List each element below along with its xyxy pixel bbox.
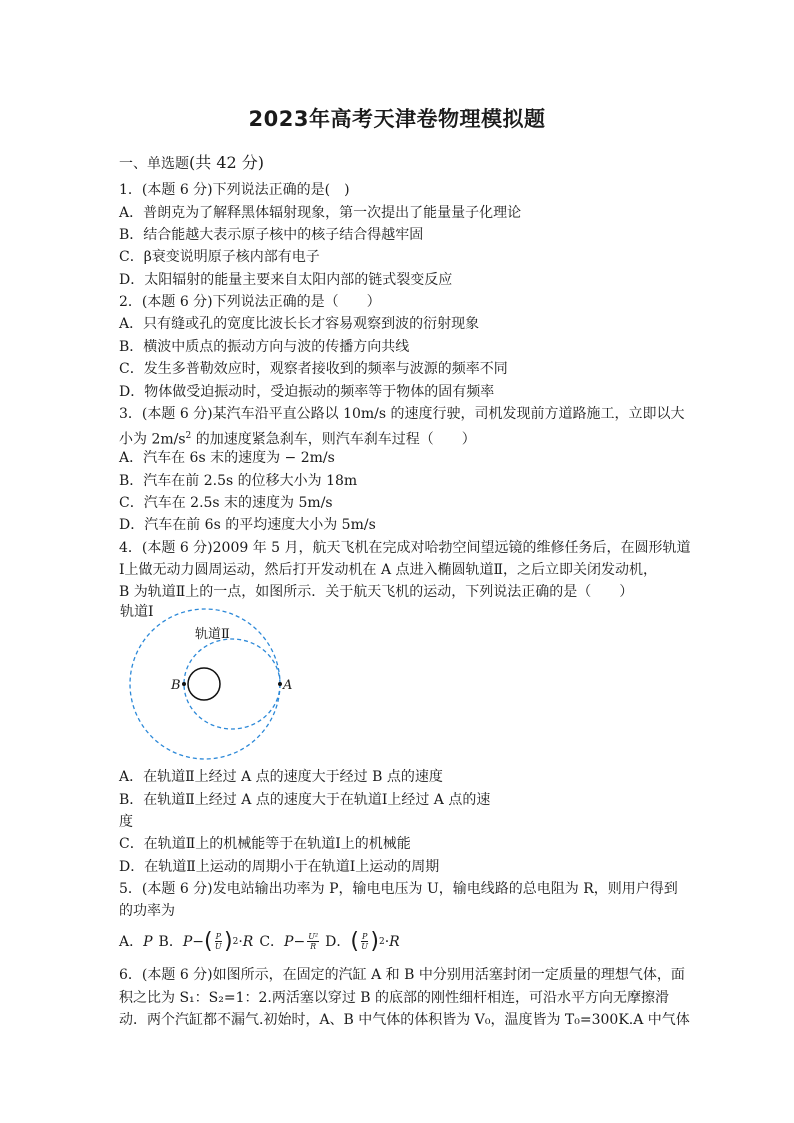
q3-option-a: A．汽车在 6s 末的速度为 − 2m/s <box>119 450 335 466</box>
q1-option-b: B．结合能越大表示原子核中的核子结合得越牢固 <box>119 227 424 243</box>
q3-stem-line1: 3．(本题 6 分)某汽车沿平直公路以 10m/s 的速度行驶，司机发现前方道路施工，立即以大 <box>119 406 685 422</box>
q5-option-d-label: D． <box>325 933 351 950</box>
q4-option-b-line2: 度 <box>119 814 133 830</box>
q4-stem-line3: B 为轨道Ⅱ上的一点，如图所示．关于航天飞机的运动，下列说法正确的是（ ） <box>119 584 634 600</box>
q5-d-num: P <box>361 932 368 941</box>
q5-c-fraction <box>307 932 319 951</box>
orbit-figure <box>115 600 300 765</box>
page-title: 2023年高考天津卷物理模拟题 <box>248 107 546 131</box>
q2-option-b: B．横波中质点的振动方向与波的传播方向共线 <box>119 339 410 355</box>
q2-stem: 2．(本题 6 分)下列说法正确的是（ ） <box>119 294 381 310</box>
q6-stem-line3: 动．两个汽缸都不漏气.初始时，A、B 中气体的体积皆为 V₀，温度皆为 T₀=300K.A 中气体 <box>119 1012 690 1028</box>
q4-option-c: C．在轨道Ⅱ上的机械能等于在轨道Ⅰ上的机械能 <box>119 836 411 852</box>
q5-d-open-paren: ( <box>350 928 359 954</box>
q5-option-d-paren <box>350 928 379 954</box>
q5-c-den: R <box>310 942 317 951</box>
q6-stem-line1: 6．(本题 6 分)如图所示，在固定的汽缸 A 和 B 中分别用活塞封闭一定质量的理想气体，面 <box>119 967 685 983</box>
q5-stem-line2: 的功率为 <box>119 903 175 919</box>
q6-stem-line2: 积之比为 S₁：S₂=1：2.两活塞以穿过 B 的底部的刚性细杆相连，可沿水平方向无摩擦滑 <box>119 990 670 1006</box>
q5-d-r: R <box>389 933 400 950</box>
q5-b-open-paren: ( <box>204 928 213 954</box>
q5-option-b-pre: P− <box>182 933 204 950</box>
q3-option-c: C．汽车在 2.5s 末的速度为 5m/s <box>119 495 333 511</box>
q1-option-d: D．太阳辐射的能量主要来自太阳内部的链式裂变反应 <box>119 272 453 288</box>
q4-option-d: D．在轨道Ⅱ上运动的周期小于在轨道Ⅰ上运动的周期 <box>119 859 440 875</box>
section-heading <box>119 150 264 173</box>
q5-d-den: U <box>361 942 369 951</box>
q5-stem-line1: 5．(本题 6 分)发电站输出功率为 P，输电电压为 U，输电线路的总电阻为 R，则用户得到 <box>119 881 678 897</box>
q1-stem: 1．(本题 6 分)下列说法正确的是( ) <box>119 182 350 198</box>
q3-option-b: B．汽车在前 2.5s 的位移大小为 18m <box>119 473 358 489</box>
orbit-1-label: 轨道Ⅰ <box>120 604 154 620</box>
q5-option-c-pre: P− <box>284 933 306 950</box>
q5-b-r: R <box>242 933 254 950</box>
q5-option-a-label: A． <box>119 933 144 950</box>
q5-option-c-label: C． <box>259 933 285 950</box>
q5-d-close-paren: ) <box>370 928 379 954</box>
q5-options <box>119 928 400 955</box>
q5-option-a-value: P <box>143 933 153 950</box>
section-prefix: 一、单选题 <box>119 156 189 172</box>
q4-option-b-line1: B．在轨道Ⅱ上经过 A 点的速度大于在轨道Ⅰ上经过 A 点的速 <box>119 792 491 808</box>
q1-option-c: C．β衰变说明原子核内部有电子 <box>119 249 320 265</box>
q5-b-num: P <box>215 932 221 941</box>
q5-b-den: U <box>214 942 222 951</box>
section-suffix: (共 42 分) <box>189 153 265 172</box>
q5-b-exponent: 2 <box>232 937 239 947</box>
q4-stem-line2: Ⅰ上做无动力圆周运动，然后打开发动机在 A 点进入椭圆轨道Ⅱ，之后立即关闭发动机， <box>119 562 658 578</box>
q2-option-a: A．只有缝或孔的宽度比波长长才容易观察到波的衍射现象 <box>119 316 480 332</box>
q3-stem-part-a: 小为 2m/s <box>119 431 186 448</box>
q5-b-dot: · <box>238 933 243 950</box>
point-b-label: B <box>171 678 181 693</box>
q5-b-fraction <box>215 932 222 951</box>
point-a-label: A <box>283 678 293 693</box>
q1-option-a: A．普朗克为了解释黑体辐射现象，第一次提出了能量量子化理论 <box>119 205 522 221</box>
q2-option-d: D．物体做受迫振动时，受迫振动的频率等于物体的固有频率 <box>119 384 495 400</box>
q5-b-close-paren: ) <box>223 928 233 954</box>
planet-circle <box>188 668 220 700</box>
q5-c-num: U² <box>308 932 319 941</box>
q3-stem-sup: 2 <box>185 431 192 441</box>
q5-d-dot: · <box>384 933 390 950</box>
q5-d-fraction <box>361 932 368 951</box>
q5-option-b-label: B． <box>158 933 183 950</box>
q4-option-a: A．在轨道Ⅱ上经过 A 点的速度大于经过 B 点的速度 <box>119 769 443 785</box>
point-a-dot <box>278 682 282 686</box>
q3-stem-part-b: 的加速度紧急刹车，则汽车刹车过程（ ） <box>191 431 476 448</box>
q4-stem-line1: 4．(本题 6 分)2009 年 5 月，航天飞机在完成对哈勃空间望远镜的维修任务后，在圆形轨道 <box>119 540 691 556</box>
q5-d-exponent: 2 <box>378 937 385 947</box>
orbit-2-label: 轨道Ⅱ <box>195 627 230 642</box>
q5-option-b-paren <box>204 928 233 954</box>
point-b-dot <box>182 682 186 686</box>
q2-option-c: C．发生多普勒效应时，观察者接收到的频率与波源的频率不同 <box>119 361 508 377</box>
q3-option-d: D．汽车在前 6s 的平均速度大小为 5m/s <box>119 517 376 533</box>
q3-stem-line2 <box>119 428 476 448</box>
